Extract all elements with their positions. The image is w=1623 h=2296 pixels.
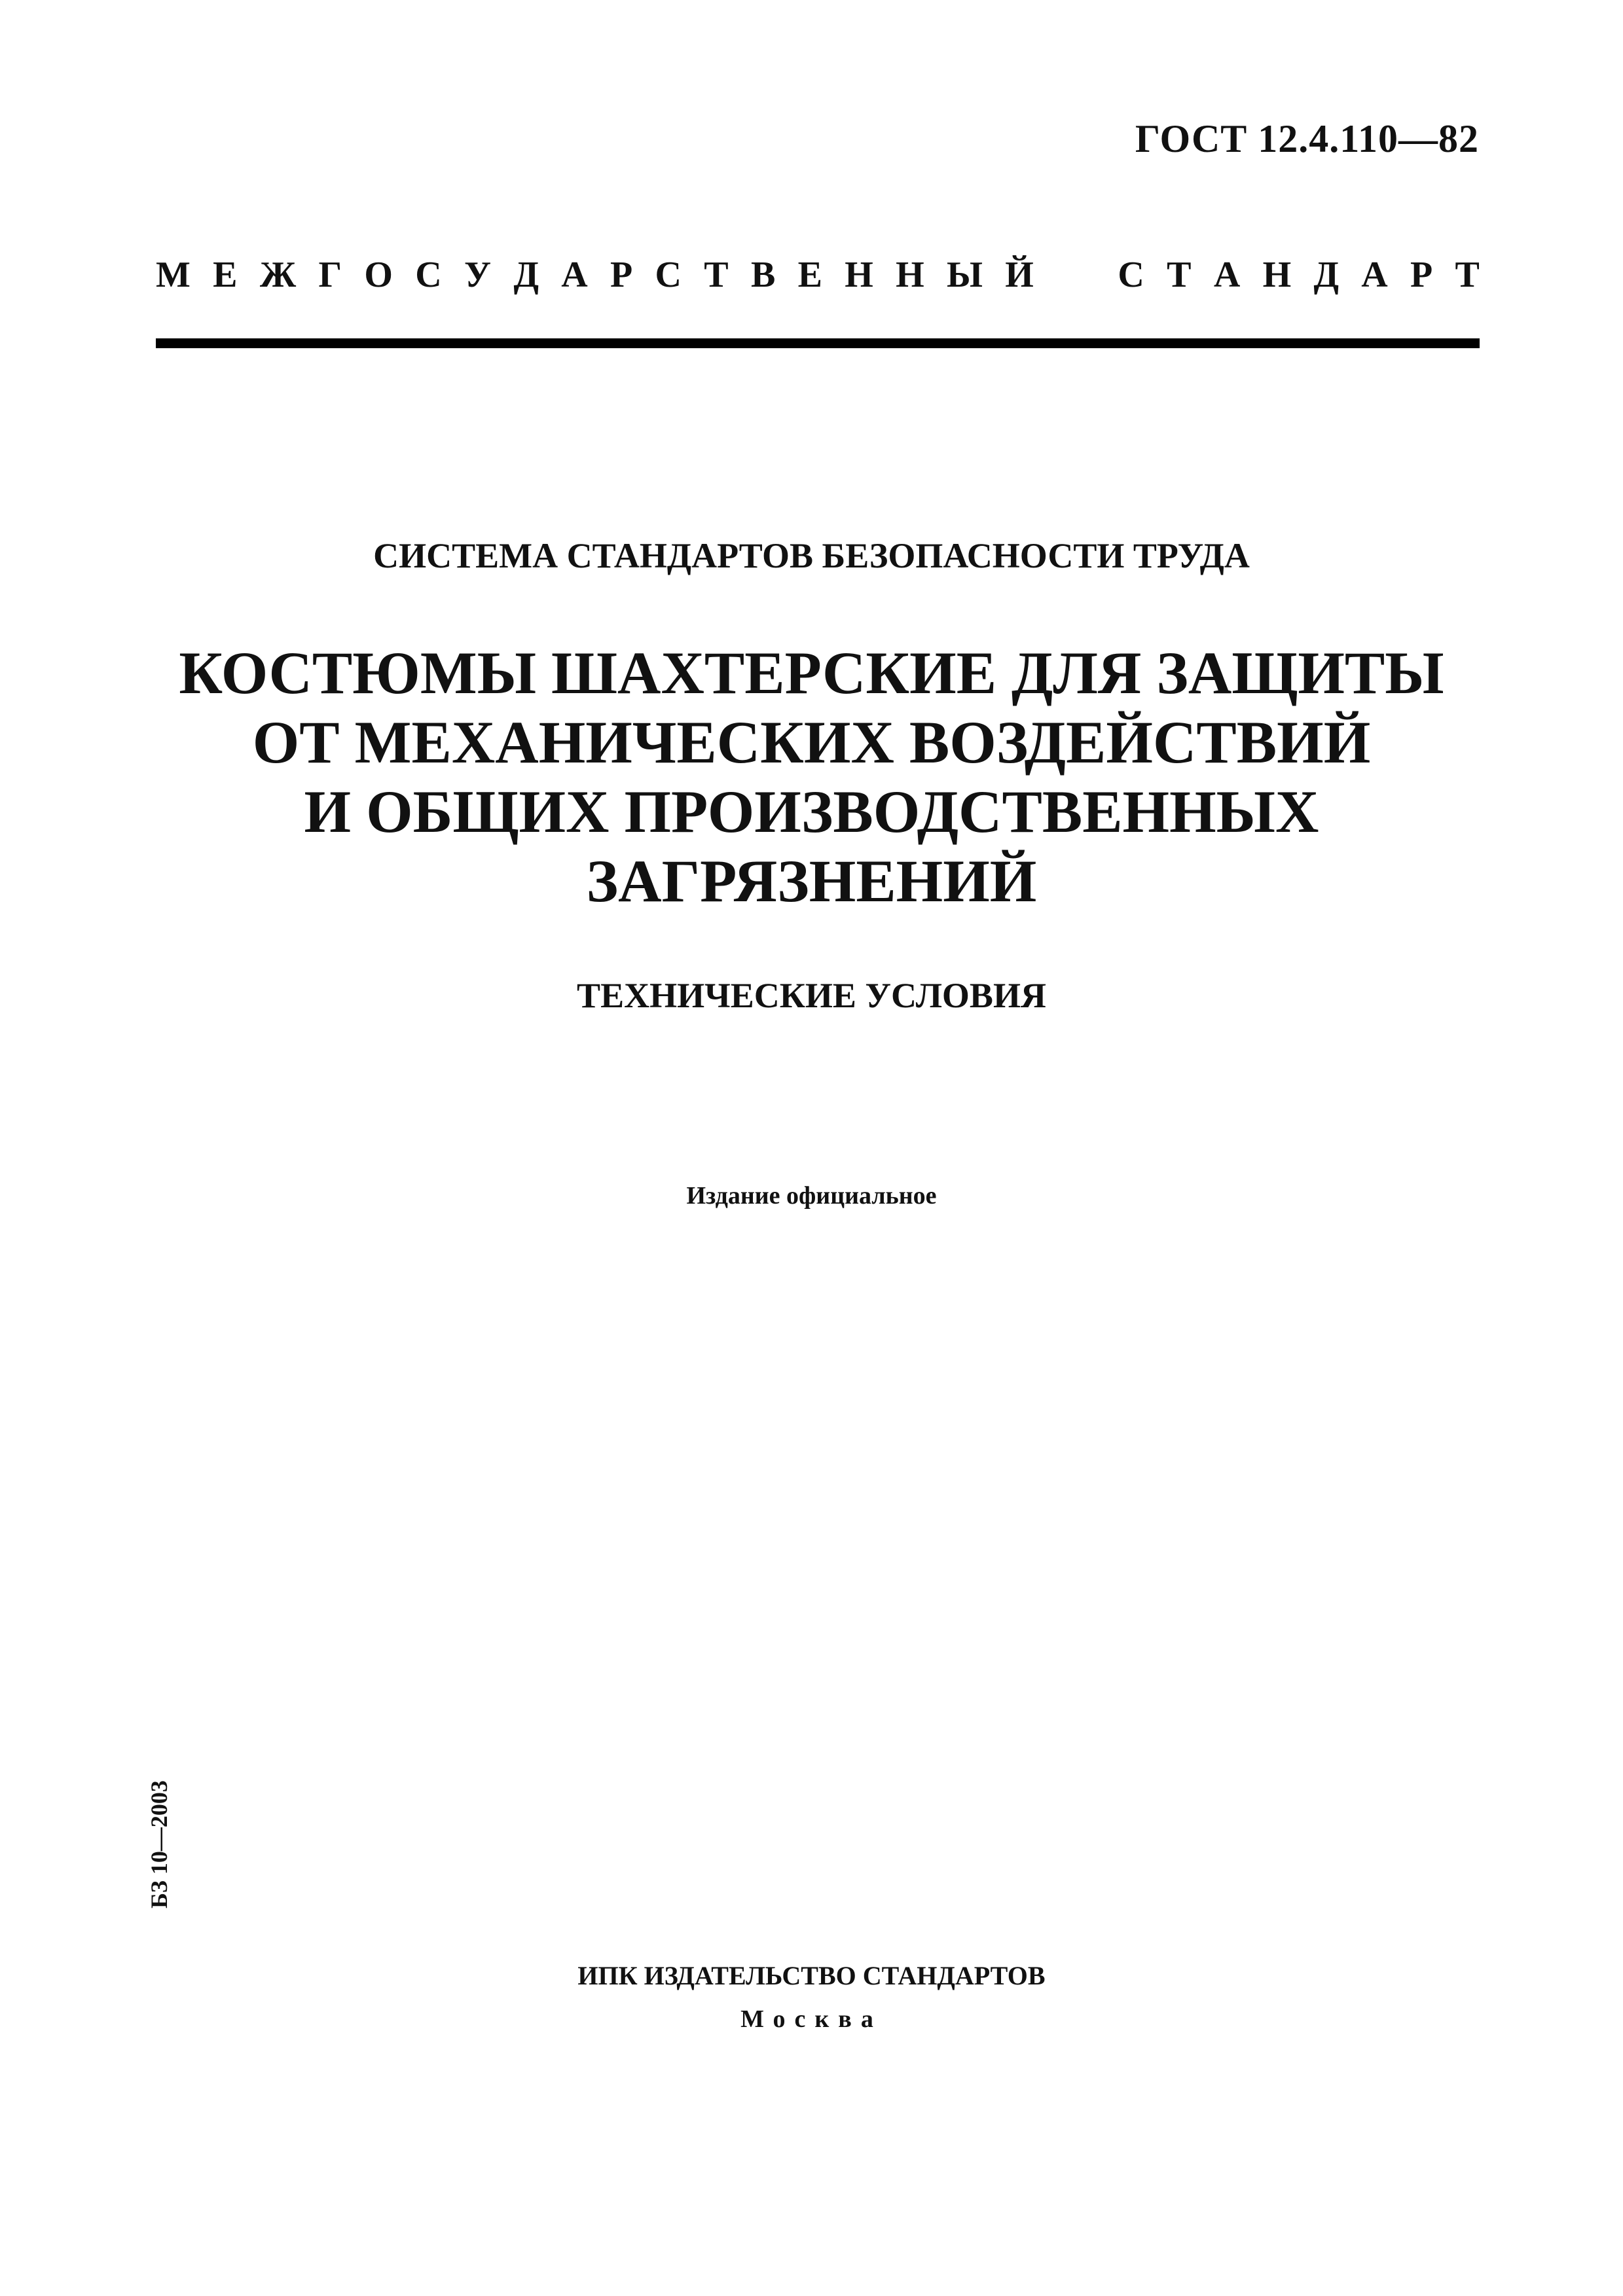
interstate-letter: А [1213,255,1241,295]
interstate-letter: В [750,255,776,295]
interstate-letter: С [655,255,682,295]
interstate-letter: Н [1262,255,1292,295]
main-title-line: И ОБЩИХ ПРОИЗВОДСТВЕННЫХ [304,778,1319,845]
publisher: ИПК ИЗДАТЕЛЬСТВО СТАНДАРТОВ [577,1961,1046,1990]
interstate-letter: Т [1167,255,1192,295]
interstate-letter: Ы [946,255,983,295]
official-edition-label: Издание официальное [686,1182,937,1210]
document-number: ГОСТ 12.4.110—82 [1135,117,1479,160]
interstate-standard-heading [156,257,1480,293]
interstate-letter: Д [1313,255,1339,295]
interstate-letter: Г [318,255,342,295]
interstate-letter: Е [213,255,238,295]
word-gap [1056,257,1095,293]
interstate-letter: Т [1455,255,1480,295]
publication-city: Москва [740,2005,883,2033]
interstate-letter: Т [704,255,729,295]
interstate-letter: С [1118,255,1144,295]
main-title-line: ОТ МЕХАНИЧЕСКИХ ВОЗДЕЙСТВИЙ [252,709,1371,776]
main-title [0,638,1623,916]
interstate-letter: А [1361,255,1388,295]
interstate-letter: О [364,255,393,295]
interstate-letter: У [464,255,492,295]
interstate-letter: Д [513,255,539,295]
header-divider [156,338,1480,348]
interstate-letter: Е [797,255,822,295]
interstate-letter: Н [896,255,924,295]
interstate-letter: Р [1410,255,1433,295]
interstate-letter: Н [845,255,873,295]
interstate-letter: А [561,255,588,295]
interstate-letter: Р [610,255,633,295]
interstate-letter: М [156,255,191,295]
interstate-letter: С [415,255,442,295]
main-title-line: ЗАГРЯЗНЕНИЙ [586,848,1037,914]
subtitle: ТЕХНИЧЕСКИЕ УСЛОВИЯ [577,976,1046,1015]
interstate-letter: Ж [259,255,297,295]
main-title-line: КОСТЮМЫ ШАХТЕРСКИЕ ДЛЯ ЗАЩИТЫ [179,639,1444,706]
standards-system-title: СИСТЕМА СТАНДАРТОВ БЕЗОПАСНОСТИ ТРУДА [373,536,1250,575]
interstate-letter: Й [1005,255,1034,295]
side-code: БЗ 10—2003 [146,1780,172,1909]
